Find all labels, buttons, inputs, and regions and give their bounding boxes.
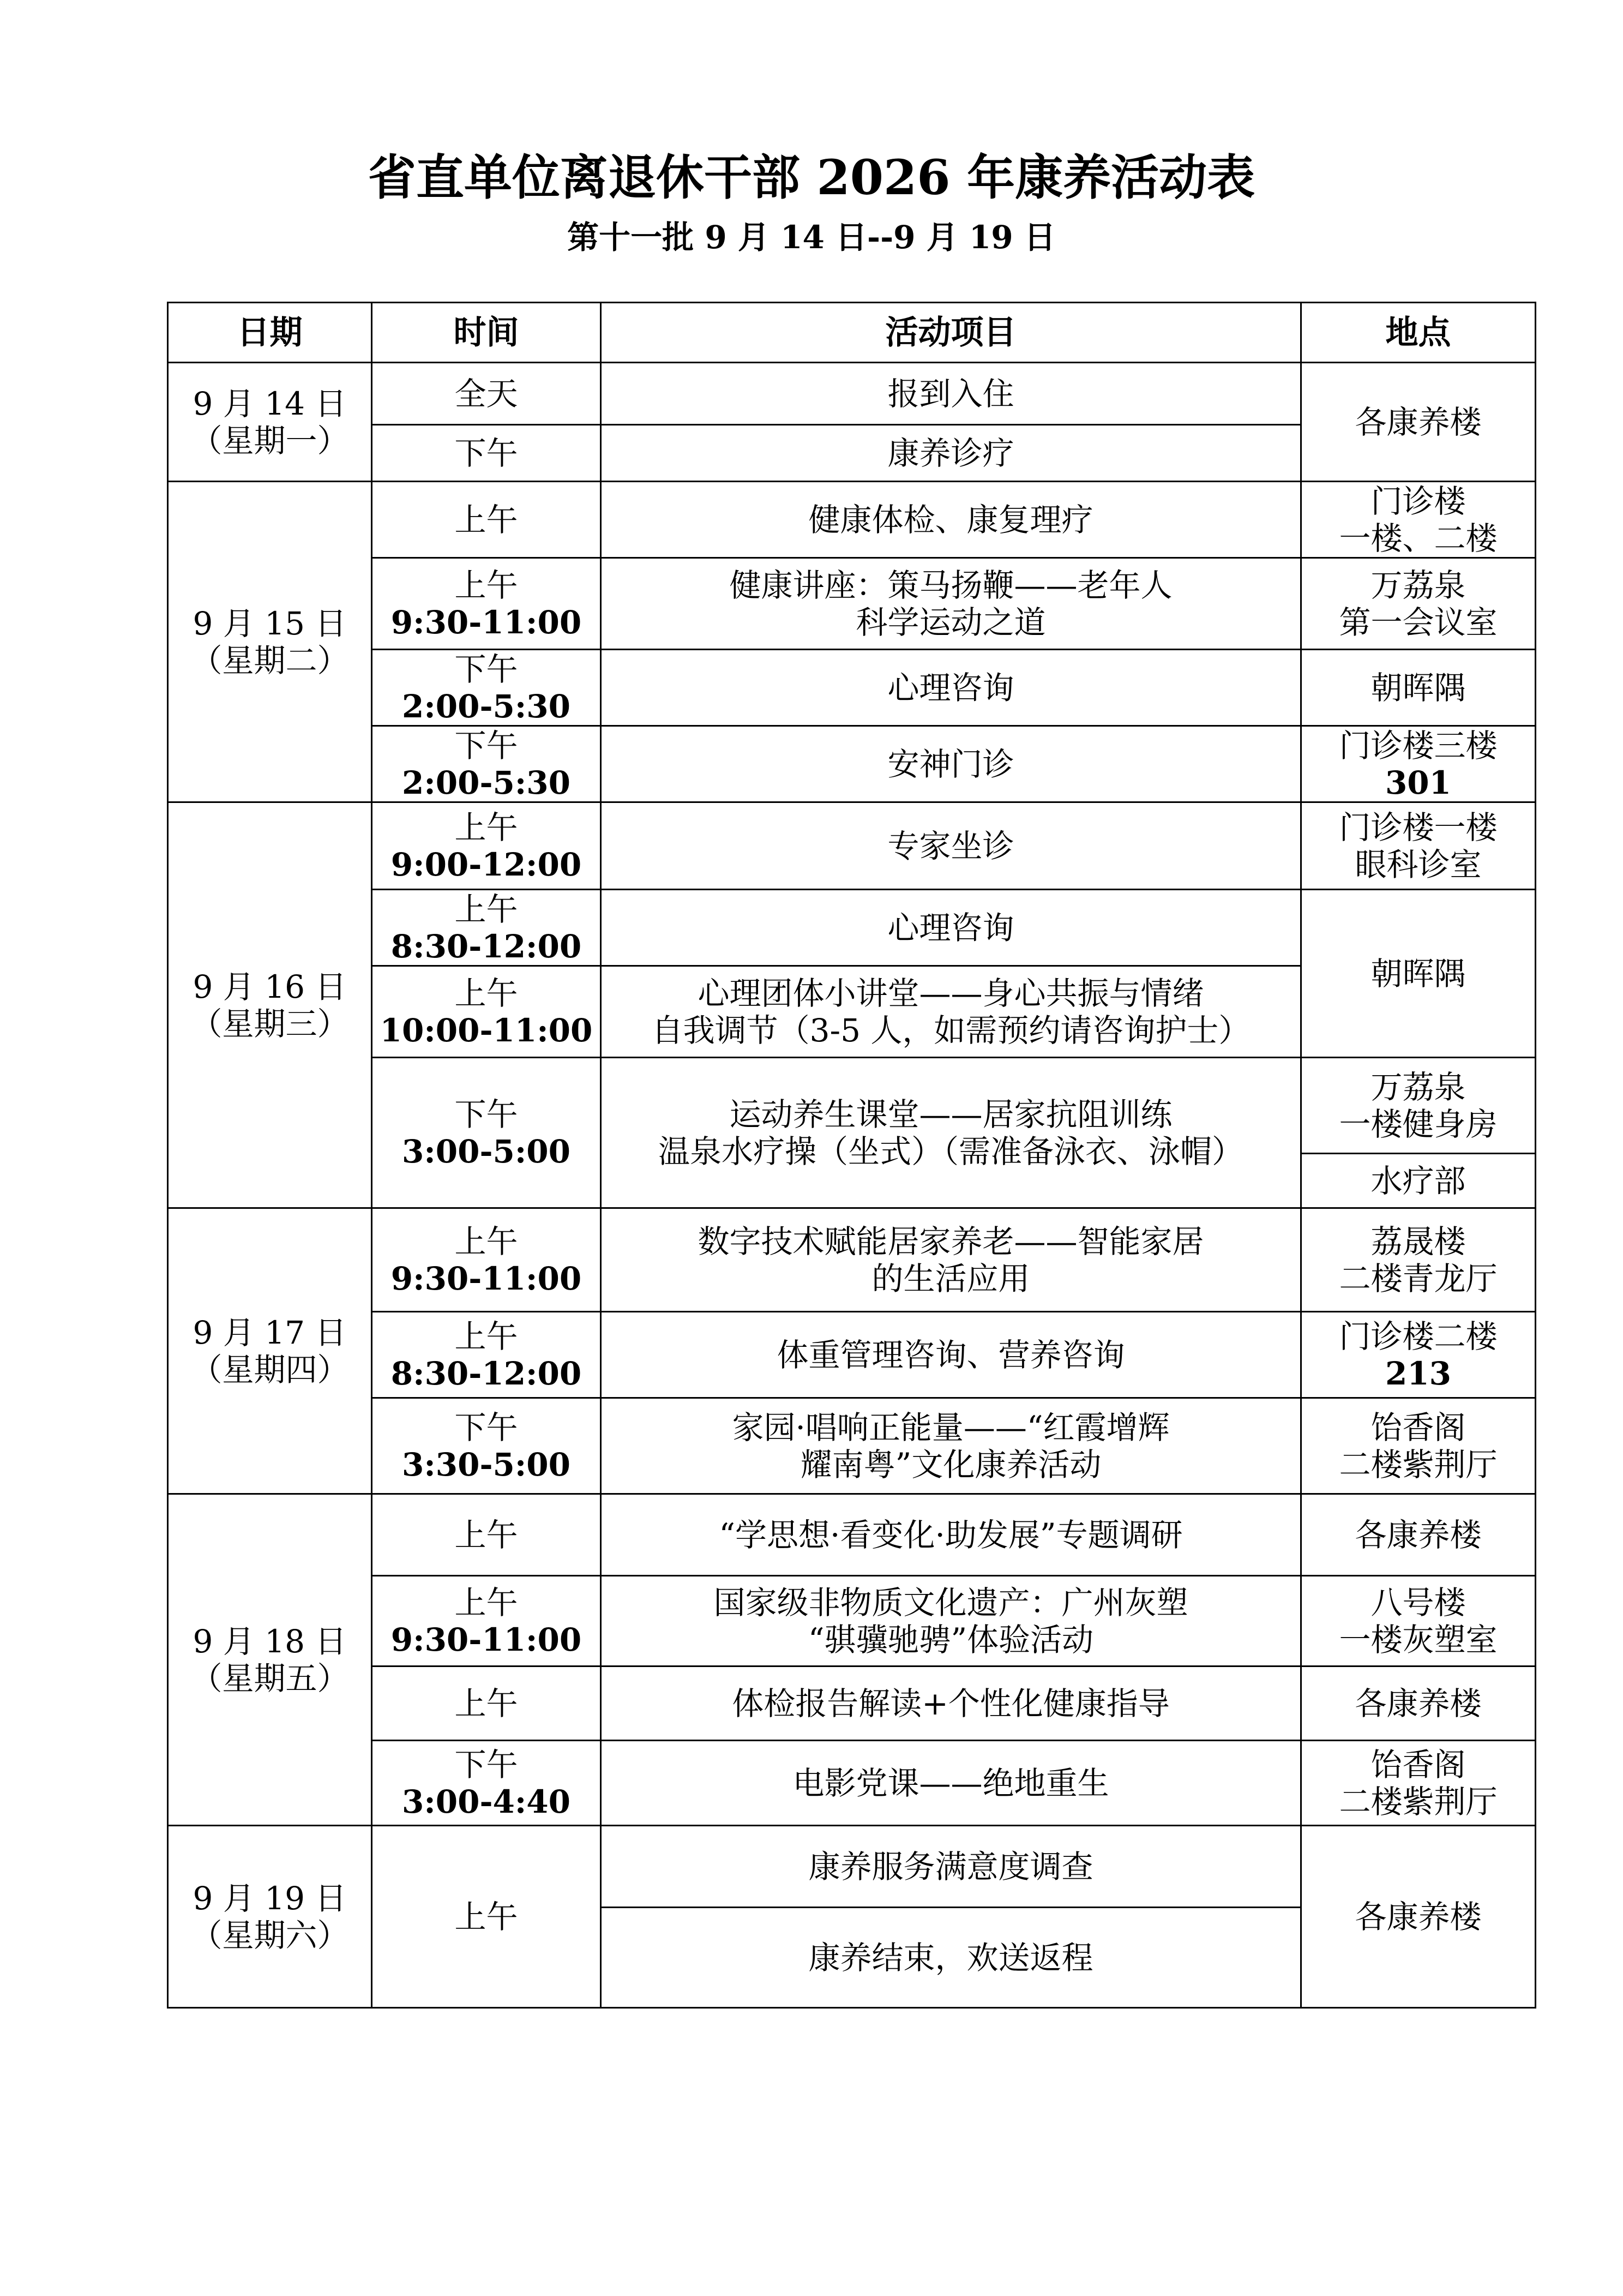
- place-line: 万荔泉: [1370, 1068, 1466, 1106]
- place-cell: [1301, 1312, 1536, 1398]
- place-cell: [1301, 890, 1536, 1058]
- place-cell: [1301, 1826, 1536, 2008]
- day-date: 9 月 16 日: [193, 968, 347, 1005]
- table-row: [168, 1666, 1536, 1741]
- activity-line: 心理咨询: [887, 669, 1014, 706]
- time-hours: 8:30-12:00: [390, 1354, 582, 1392]
- table-row: [168, 890, 1536, 966]
- table-row: [168, 1576, 1536, 1666]
- place-line: 二楼紫荆厅: [1339, 1446, 1498, 1483]
- activity-line: 运动养生课堂——居家抗阻训练: [729, 1095, 1173, 1133]
- place-line: 各康养楼: [1355, 403, 1482, 441]
- day-date: 9 月 18 日: [193, 1622, 347, 1660]
- activity-line: “骐骥驰骋”体验活动: [808, 1621, 1094, 1658]
- time-period: 全天: [454, 375, 518, 412]
- place-line: 一楼健身房: [1339, 1105, 1498, 1143]
- time-cell: [372, 1576, 601, 1666]
- page-subtitle: 第十一批 9 月 14 日--9 月 19 日: [567, 219, 1056, 256]
- place-line: 各康养楼: [1355, 1516, 1482, 1554]
- activity-line: 电影党课——绝地重生: [792, 1764, 1109, 1802]
- place-cell: [1301, 1576, 1536, 1666]
- place-line: 朝晖隅: [1370, 955, 1466, 992]
- place-cell: [1301, 802, 1536, 890]
- time-cell: [372, 1398, 601, 1494]
- place-line: 眼科诊室: [1355, 846, 1482, 883]
- place-line: 各康养楼: [1355, 1684, 1482, 1722]
- time-cell: [372, 558, 601, 650]
- time-period: 上午: [454, 808, 518, 846]
- activity-line: 体重管理咨询、营养咨询: [777, 1336, 1125, 1374]
- place-cell: [1301, 1154, 1536, 1208]
- time-cell: [372, 1826, 601, 2008]
- time-hours: 3:00-4:40: [401, 1783, 571, 1820]
- time-period: 下午: [454, 1746, 518, 1783]
- activity-line: 科学运动之道: [856, 603, 1046, 641]
- activity-line: 心理团体小讲堂——身心共振与情绪: [698, 974, 1204, 1012]
- day-date: 9 月 14 日: [193, 385, 347, 422]
- day-weekday: （星期六）: [190, 1916, 349, 1954]
- place-cell: [1301, 1741, 1536, 1826]
- activity-cell: [601, 558, 1301, 650]
- table-row: [168, 726, 1536, 802]
- day-cell: [168, 363, 372, 482]
- activity-line: 的生活应用: [871, 1260, 1030, 1297]
- time-hours: 2:00-5:30: [401, 764, 571, 801]
- activity-line: 国家级非物质文化遗产：广州灰塑: [713, 1584, 1188, 1621]
- activity-line: 体检报告解读+个性化健康指导: [732, 1684, 1170, 1722]
- activity-cell: [601, 1208, 1301, 1312]
- time-cell: [372, 363, 601, 425]
- day-cell: [168, 1494, 372, 1826]
- day-cell: [168, 1208, 372, 1494]
- time-period: 下午: [454, 727, 518, 764]
- day-weekday: （星期三）: [190, 1005, 349, 1042]
- time-period: 上午: [454, 974, 518, 1012]
- time-cell: [372, 1312, 601, 1398]
- activity-line: “学思想·看变化·助发展”专题调研: [719, 1516, 1183, 1554]
- place-line: 水疗部: [1370, 1162, 1466, 1200]
- place-line: 门诊楼三楼: [1339, 727, 1498, 764]
- activity-line: 健康体检、康复理疗: [808, 501, 1093, 538]
- day-cell: [168, 1826, 372, 2008]
- day-weekday: （星期五）: [190, 1659, 349, 1697]
- activity-line: 家园·唱响正能量——“红霞增辉: [732, 1408, 1170, 1446]
- activity-cell: [601, 1576, 1301, 1666]
- activity-cell: [601, 650, 1301, 726]
- page-title: 省直单位离退休干部 2026 年康养活动表: [368, 149, 1255, 206]
- place-line: 门诊楼一楼: [1339, 808, 1498, 846]
- place-cell: [1301, 1208, 1536, 1312]
- time-hours: 9:30-11:00: [390, 1260, 582, 1297]
- time-hours: 8:30-12:00: [390, 927, 582, 965]
- time-period: 下午: [454, 650, 518, 688]
- activity-line: 康养服务满意度调查: [808, 1848, 1093, 1885]
- time-period: 上午: [454, 566, 518, 604]
- table-row: [168, 1312, 1536, 1398]
- activity-cell: [601, 1826, 1301, 1908]
- time-cell: [372, 1741, 601, 1826]
- table-row: [168, 482, 1536, 558]
- place-line: 万荔泉: [1370, 566, 1466, 604]
- table-row: [168, 558, 1536, 650]
- time-period: 下午: [454, 1408, 518, 1446]
- time-period: 下午: [454, 434, 518, 472]
- activity-cell: [601, 890, 1301, 966]
- activity-line: 健康讲座：策马扬鞭——老年人: [729, 566, 1173, 604]
- time-cell: [372, 890, 601, 966]
- time-cell: [372, 802, 601, 890]
- activity-line: 安神门诊: [887, 745, 1014, 783]
- day-weekday: （星期一）: [190, 422, 349, 459]
- place-line: 门诊楼二楼: [1339, 1317, 1498, 1355]
- place-cell: [1301, 1058, 1536, 1154]
- time-hours: 2:00-5:30: [401, 687, 571, 725]
- time-period: 下午: [454, 1095, 518, 1133]
- place-line: 朝晖隅: [1370, 669, 1466, 706]
- activity-cell: [601, 425, 1301, 482]
- place-line: 饴香阁: [1370, 1408, 1466, 1446]
- time-cell: [372, 726, 601, 802]
- place-cell: [1301, 482, 1536, 558]
- activity-line: 自我调节（3-5 人，如需预约请咨询护士）: [651, 1011, 1251, 1049]
- place-line: 门诊楼: [1370, 482, 1466, 520]
- schedule-table: [167, 302, 1536, 2009]
- table-row: [168, 802, 1536, 890]
- activity-cell: [601, 1741, 1301, 1826]
- time-hours: 9:00-12:00: [390, 846, 582, 883]
- header-activity: 活动项目: [601, 303, 1301, 363]
- activity-cell: [601, 1058, 1301, 1208]
- activity-cell: [601, 363, 1301, 425]
- time-period: 上午: [454, 1684, 518, 1722]
- activity-cell: [601, 802, 1301, 890]
- time-period: 上午: [454, 1222, 518, 1260]
- time-period: 上午: [454, 1516, 518, 1554]
- day-date: 9 月 15 日: [193, 604, 347, 642]
- activity-cell: [601, 1666, 1301, 1741]
- table-row: [168, 650, 1536, 726]
- header-time: 时间: [372, 303, 601, 363]
- table-row: [168, 1741, 1536, 1826]
- time-cell: [372, 1058, 601, 1208]
- activity-cell: [601, 966, 1301, 1058]
- activity-cell: [601, 1398, 1301, 1494]
- table-row: [168, 1058, 1536, 1154]
- day-date: 9 月 19 日: [193, 1879, 347, 1917]
- place-line: 八号楼: [1370, 1584, 1466, 1621]
- activity-line: 耀南粤”文化康养活动: [800, 1446, 1102, 1483]
- activity-line: 康养诊疗: [887, 434, 1014, 472]
- table-row: [168, 1494, 1536, 1576]
- place-line: 二楼青龙厅: [1339, 1260, 1498, 1297]
- activity-line: 报到入住: [887, 375, 1014, 412]
- place-line: 213: [1385, 1354, 1452, 1392]
- place-cell: [1301, 1666, 1536, 1741]
- activity-cell: [601, 1494, 1301, 1576]
- time-period: 上午: [454, 1898, 518, 1935]
- time-period: 上午: [454, 890, 518, 928]
- place-line: 荔晟楼: [1370, 1222, 1466, 1260]
- header-date: 日期: [168, 303, 372, 363]
- time-cell: [372, 1494, 601, 1576]
- activity-line: 温泉水疗操（坐式）（需准备泳衣、泳帽）: [658, 1132, 1243, 1170]
- time-period: 上午: [454, 501, 518, 538]
- place-cell: [1301, 1494, 1536, 1576]
- time-hours: 9:30-11:00: [390, 1621, 582, 1658]
- place-line: 301: [1385, 764, 1452, 801]
- day-cell: [168, 482, 372, 802]
- time-hours: 3:30-5:00: [401, 1446, 571, 1483]
- table-row: [168, 1398, 1536, 1494]
- activity-line: 心理咨询: [887, 909, 1014, 946]
- time-period: 上午: [454, 1584, 518, 1621]
- activity-line: 数字技术赋能居家养老——智能家居: [698, 1222, 1204, 1260]
- header-row: [168, 303, 1536, 363]
- activity-cell: [601, 1908, 1301, 2008]
- activity-cell: [601, 726, 1301, 802]
- place-line: 各康养楼: [1355, 1898, 1482, 1935]
- header-place: 地点: [1301, 303, 1536, 363]
- place-line: 饴香阁: [1370, 1746, 1466, 1783]
- time-hours: 3:00-5:00: [401, 1132, 571, 1170]
- time-cell: [372, 425, 601, 482]
- place-cell: [1301, 363, 1536, 482]
- table-row: [168, 1826, 1536, 1908]
- place-line: 二楼紫荆厅: [1339, 1783, 1498, 1820]
- time-cell: [372, 650, 601, 726]
- day-cell: [168, 802, 372, 1208]
- day-weekday: （星期二）: [190, 642, 349, 679]
- place-cell: [1301, 1398, 1536, 1494]
- place-cell: [1301, 650, 1536, 726]
- activity-cell: [601, 482, 1301, 558]
- table-row: [168, 1208, 1536, 1312]
- time-hours: 9:30-11:00: [390, 603, 582, 641]
- place-line: 一楼灰塑室: [1339, 1621, 1498, 1658]
- place-cell: [1301, 726, 1536, 802]
- time-hours: 10:00-11:00: [380, 1011, 593, 1049]
- activity-line: 专家坐诊: [887, 827, 1014, 865]
- time-cell: [372, 1208, 601, 1312]
- place-line: 第一会议室: [1339, 603, 1498, 641]
- time-cell: [372, 966, 601, 1058]
- time-cell: [372, 1666, 601, 1741]
- place-line: 一楼、二楼: [1339, 519, 1498, 557]
- day-date: 9 月 17 日: [193, 1314, 347, 1351]
- day-weekday: （星期四）: [190, 1351, 349, 1388]
- place-cell: [1301, 558, 1536, 650]
- activity-cell: [601, 1312, 1301, 1398]
- time-cell: [372, 482, 601, 558]
- time-period: 上午: [454, 1317, 518, 1355]
- activity-line: 康养结束，欢送返程: [808, 1939, 1093, 1976]
- table-row: [168, 363, 1536, 425]
